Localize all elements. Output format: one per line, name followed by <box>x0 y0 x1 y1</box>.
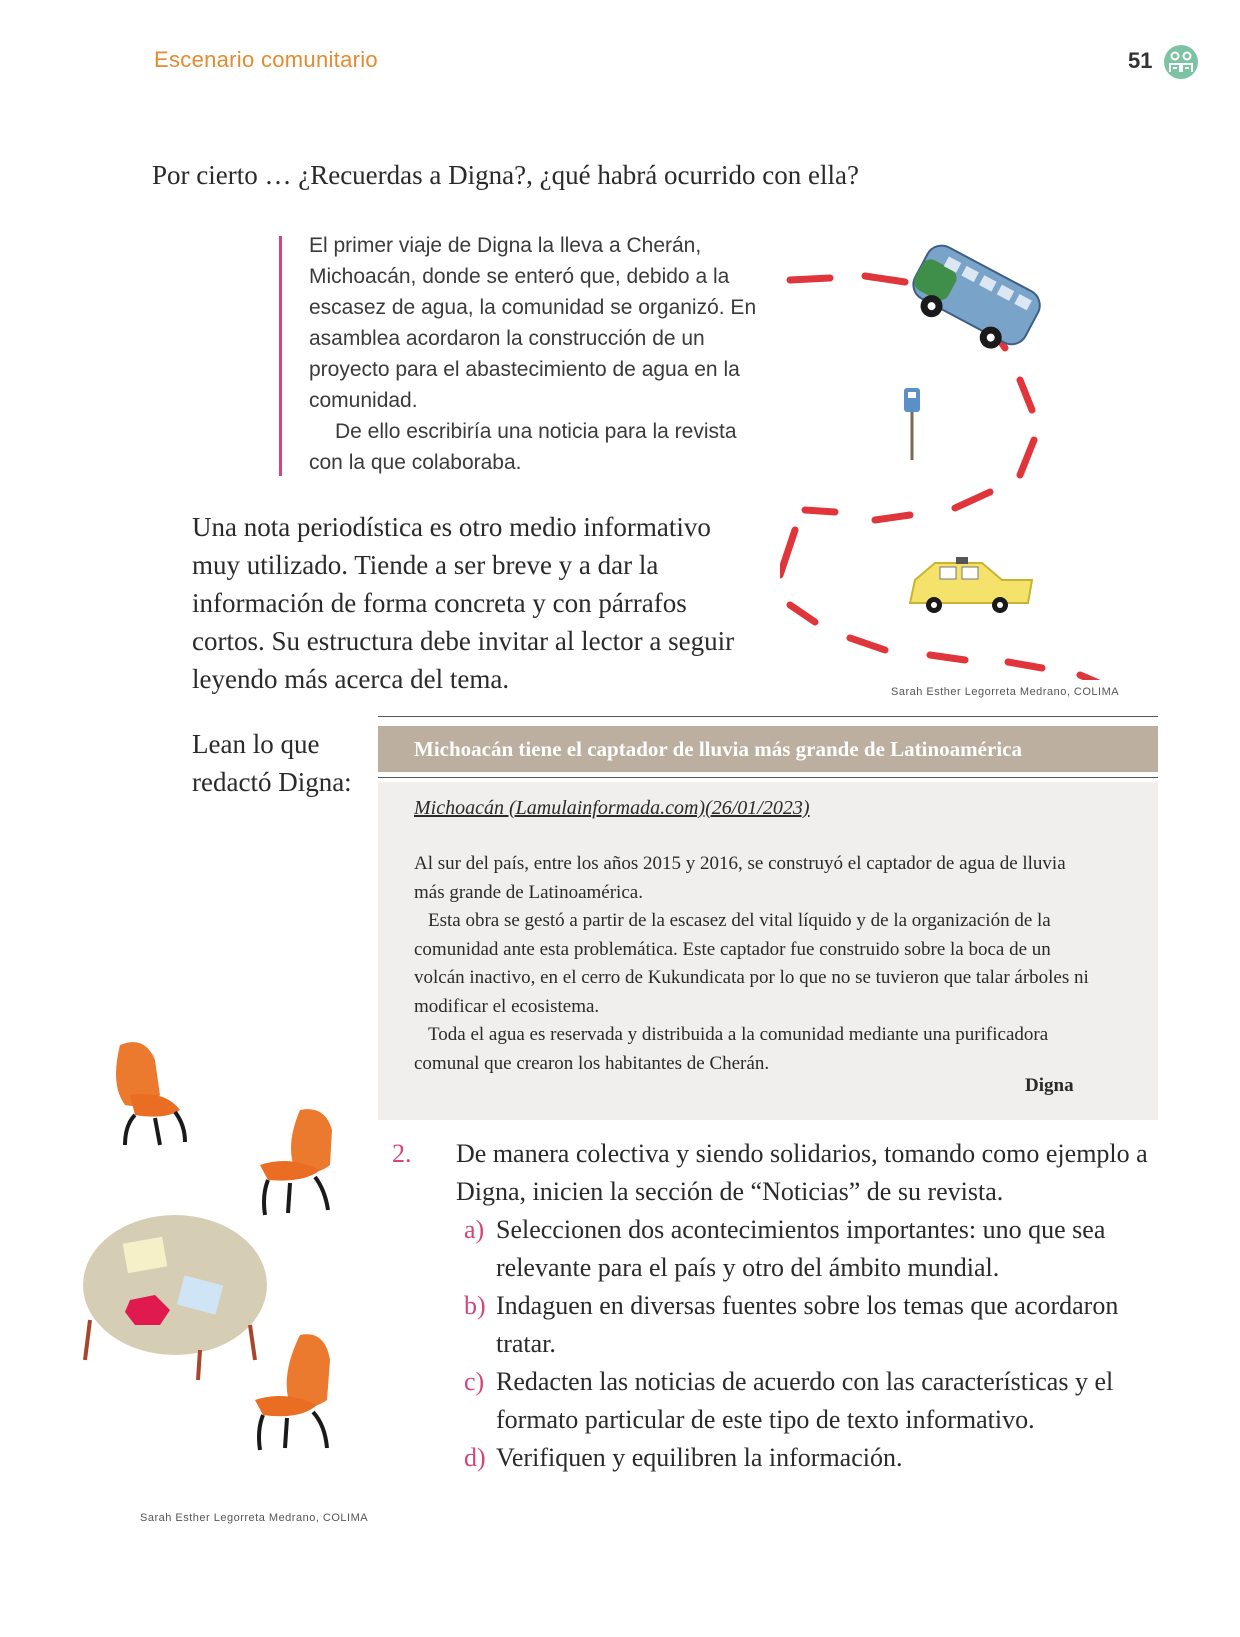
community-icon <box>1162 44 1200 80</box>
divider <box>378 716 1158 717</box>
bus-stop-icon <box>904 388 920 460</box>
meeting-table-illustration <box>80 1040 380 1500</box>
activity-text: De manera colectiva y siendo solidarios, tomando como ejemplo a Digna, inicien la sección de “Noticias” de su revista. <box>456 1139 1148 1206</box>
list-item <box>464 1211 1154 1287</box>
list-item-text: Seleccionen dos acontecimientos importantes: uno que sea relevante para el país y otro del ámbito mundial. <box>496 1215 1106 1282</box>
road-illustration <box>780 230 1140 680</box>
news-paragraph: Toda el agua es reservada y distribuida a la comunidad mediante una purificadora comunal que crearon los habitantes de Cherán. <box>414 1024 1049 1074</box>
intro-question: Por cierto … ¿Recuerdas a Digna?, ¿qué habrá ocurrido con ella? <box>152 160 859 190</box>
story-quote <box>309 230 759 478</box>
list-item-letter: c) <box>464 1367 485 1396</box>
list-item <box>464 1363 1154 1439</box>
activity-instruction <box>392 1135 1154 1211</box>
illustration-credit: Sarah Esther Legorreta Medrano, COLIMA <box>140 1512 369 1524</box>
news-article <box>414 850 1094 1078</box>
quote-paragraph: El primer viaje de Digna la lleva a Cherán, Michoacán, donde se enteró que, debido a la escasez de agua, la comunidad se organizó. En asamblea acordaron la construcción de un proyecto para el abastecimiento de agua en la comunidad. <box>309 234 757 412</box>
quote-accent-bar <box>279 236 282 476</box>
list-item-letter: b) <box>464 1291 486 1320</box>
news-source-date: Michoacán (Lamulainformada.com)(26/01/2023) <box>414 797 810 819</box>
chair-icon <box>116 1042 185 1145</box>
news-paragraph: Esta obra se gestó a partir de la escasez del vital líquido y de la organización de la comunidad ante esta problemática. Este captador fue construido sobre la boca de un volcán inactivo, en el cerro de Kukundicata por lo que no se tuvieron que talar árboles ni modificar el ecosistema. <box>414 910 1089 1017</box>
section-title: Escenario comunitario <box>154 47 378 72</box>
list-item-letter: a) <box>464 1215 485 1244</box>
news-headline: Michoacán tiene el captador de lluvia más grande de Latinoamérica <box>378 726 1158 772</box>
list-item <box>464 1439 1154 1477</box>
chair-icon <box>260 1109 332 1215</box>
list-item-letter: d) <box>464 1443 486 1472</box>
list-item-text: Redacten las noticias de acuerdo con las características y el formato particular de este tipo de texto informativo. <box>496 1367 1114 1434</box>
illustration-credit: Sarah Esther Legorreta Medrano, COLIMA <box>891 686 1120 698</box>
page-number: 51 <box>1128 48 1153 73</box>
quote-paragraph: De ello escribiría una noticia para la revista con la que colaboraba. <box>309 420 737 474</box>
news-signature: Digna <box>1025 1075 1074 1096</box>
dashed-road <box>780 276 1115 680</box>
chair-icon <box>255 1334 330 1450</box>
list-item-text: Verifiquen y equilibren la información. <box>496 1443 903 1472</box>
list-item <box>464 1287 1154 1363</box>
nota-definition: Una nota periodística es otro medio informativo muy utilizado. Tiende a ser breve y a dar la información de forma concreta y con párrafos cortos. Su estructura debe invitar al lector a seguir leyendo más acerca del tema. <box>192 512 735 694</box>
activity-number: 2. <box>392 1139 412 1168</box>
table-icon <box>83 1215 267 1380</box>
activity-section <box>392 1135 1154 1477</box>
bus-icon <box>902 240 1046 361</box>
taxi-icon <box>910 557 1032 613</box>
lean-label: Lean lo que redactó Digna: <box>192 729 352 797</box>
divider <box>378 777 1158 778</box>
news-paragraph: Al sur del país, entre los años 2015 y 2016, se construyó el captador de agua de lluvia más grande de Latinoamérica. <box>414 853 1066 903</box>
list-item-text: Indaguen en diversas fuentes sobre los temas que acordaron tratar. <box>496 1291 1119 1358</box>
